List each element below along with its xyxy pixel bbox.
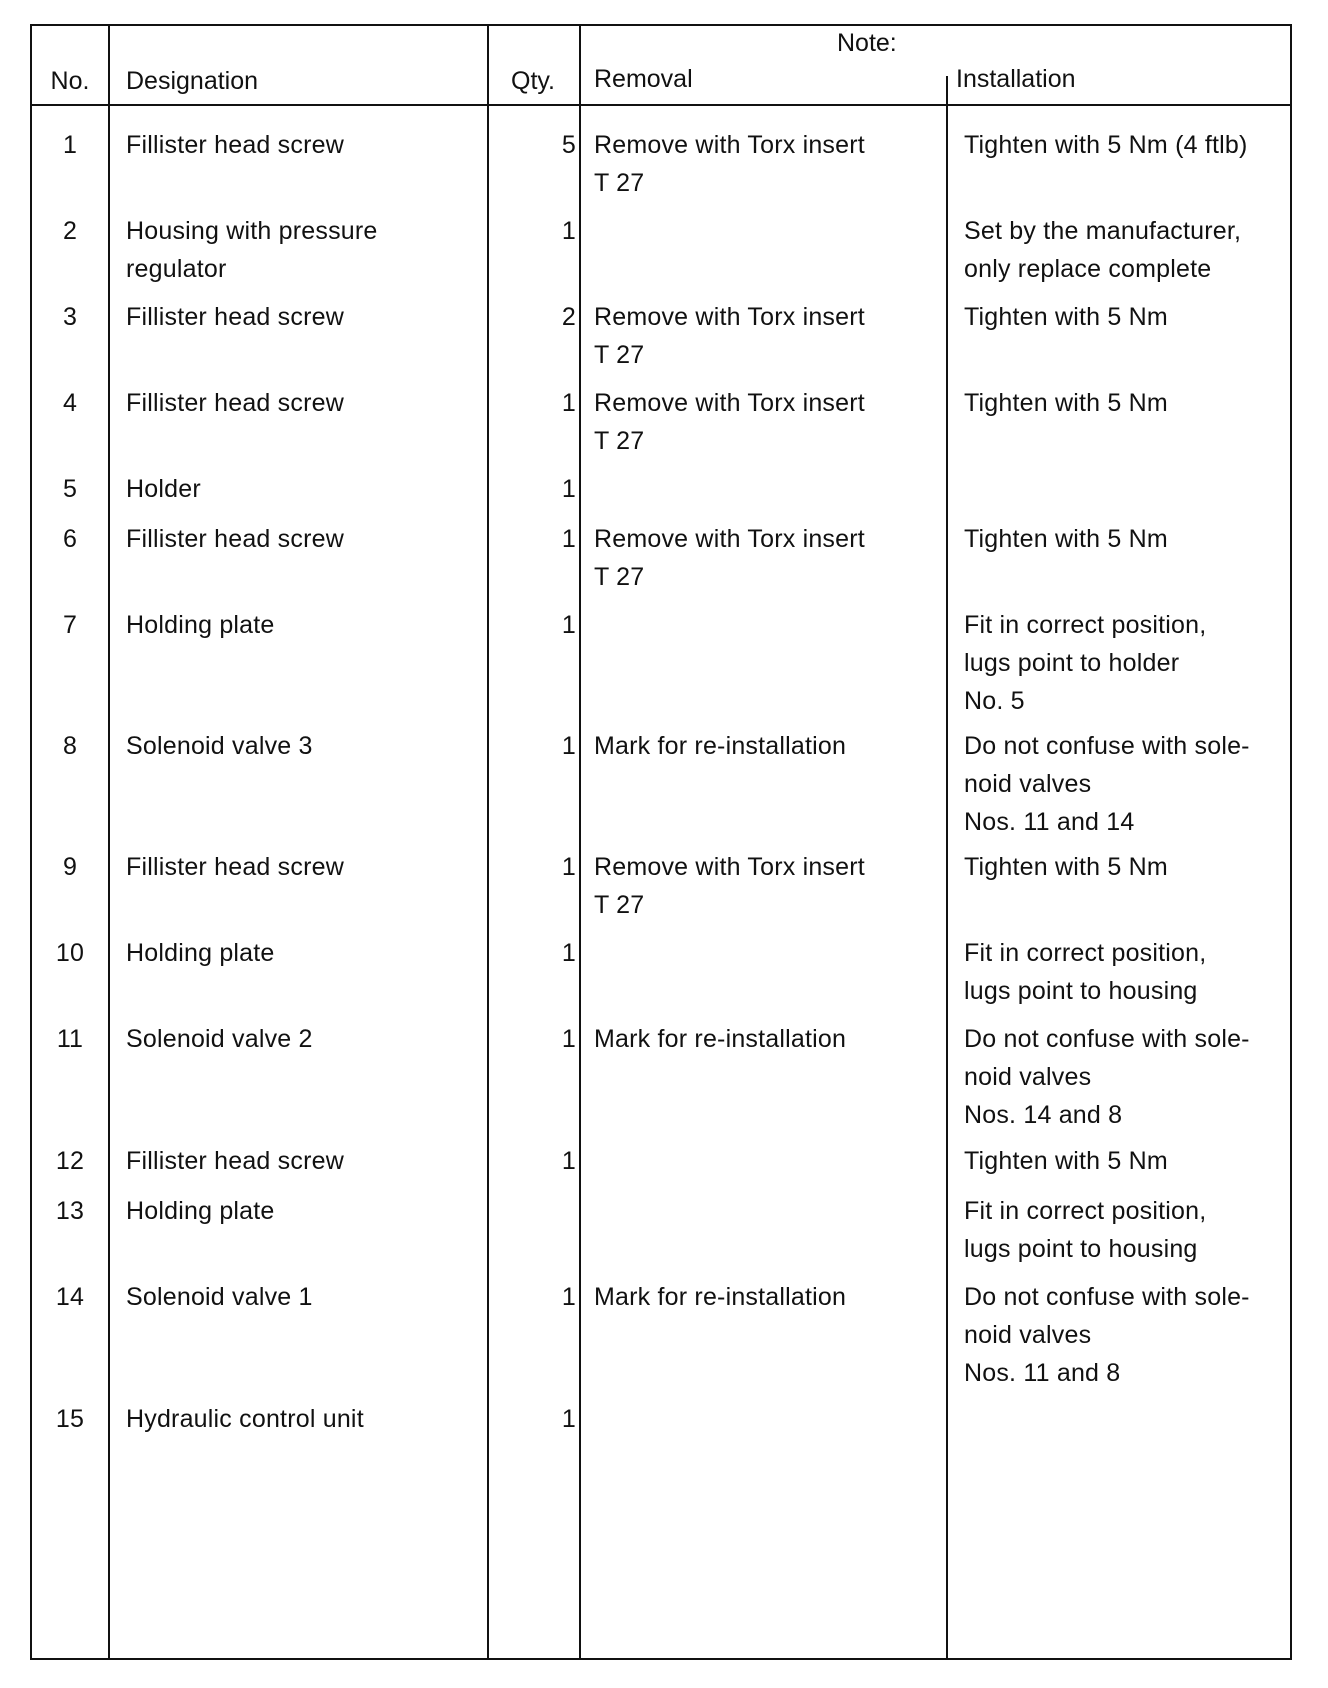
row-installation-note: Tighten with 5 Nm	[964, 1147, 1168, 1175]
row-qty: 1	[561, 525, 576, 553]
row-designation: Fillister head screw	[126, 1147, 344, 1175]
header-no: No.	[50, 67, 90, 95]
row-designation: Hydraulic control unit	[126, 1405, 364, 1433]
row-qty: 1	[561, 939, 576, 967]
row-number: 7	[62, 611, 78, 639]
column-divider	[108, 26, 110, 1658]
row-designation: Fillister head screw	[126, 303, 344, 331]
header-qty: Qty.	[511, 67, 555, 95]
row-designation: Housing with pressure regulator	[126, 217, 378, 283]
row-installation-note: Set by the manufacturer, only replace complete	[964, 217, 1242, 283]
row-designation: Holder	[126, 475, 201, 503]
row-removal-note: Mark for re-installation	[594, 1025, 847, 1053]
row-installation-note: Tighten with 5 Nm	[964, 389, 1168, 417]
row-qty: 1	[561, 1283, 576, 1311]
row-qty: 1	[561, 1147, 576, 1175]
row-installation-note: Fit in correct position, lugs point to housing	[964, 939, 1207, 1005]
row-installation-note: Do not confuse with sole- noid valves Nos. 11 and 8	[964, 1283, 1250, 1387]
header-installation: Installation	[956, 65, 1076, 93]
row-installation-note: Tighten with 5 Nm	[964, 303, 1168, 331]
row-designation: Solenoid valve 2	[126, 1025, 313, 1053]
row-number: 10	[55, 939, 85, 967]
parts-table	[30, 24, 1292, 1660]
row-number: 8	[62, 732, 78, 760]
row-qty: 1	[561, 217, 576, 245]
row-number: 11	[56, 1025, 84, 1053]
row-installation-note: Tighten with 5 Nm	[964, 525, 1168, 553]
row-number: 1	[62, 131, 78, 159]
row-removal-note: Remove with Torx insert T 27	[594, 389, 865, 455]
header-removal: Removal	[594, 65, 693, 93]
row-number: 4	[62, 389, 78, 417]
row-designation: Fillister head screw	[126, 525, 344, 553]
row-installation-note: Do not confuse with sole- noid valves Nos. 11 and 14	[964, 732, 1250, 836]
row-designation: Holding plate	[126, 611, 275, 639]
row-number: 14	[55, 1283, 85, 1311]
row-number: 13	[55, 1197, 85, 1225]
row-removal-note: Mark for re-installation	[594, 1283, 847, 1311]
row-installation-note: Fit in correct position, lugs point to housing	[964, 1197, 1207, 1263]
row-installation-note: Tighten with 5 Nm	[964, 853, 1168, 881]
row-number: 9	[62, 853, 78, 881]
row-designation: Solenoid valve 3	[126, 732, 313, 760]
row-installation-note: Fit in correct position, lugs point to holder No. 5	[964, 611, 1207, 715]
row-designation: Holding plate	[126, 1197, 275, 1225]
row-number: 2	[62, 217, 78, 245]
row-installation-note: Tighten with 5 Nm (4 ftlb)	[964, 131, 1248, 159]
row-qty: 1	[561, 389, 576, 417]
header-note: Note:	[837, 29, 897, 57]
row-removal-note: Remove with Torx insert T 27	[594, 131, 865, 197]
row-number: 6	[62, 525, 78, 553]
row-number: 12	[55, 1147, 85, 1175]
row-qty: 1	[561, 1405, 576, 1433]
row-number: 15	[55, 1405, 85, 1433]
row-qty: 1	[561, 475, 576, 503]
row-designation: Fillister head screw	[126, 389, 344, 417]
row-designation: Holding plate	[126, 939, 275, 967]
row-number: 3	[62, 303, 78, 331]
row-designation: Solenoid valve 1	[126, 1283, 313, 1311]
row-qty: 1	[561, 853, 576, 881]
row-removal-note: Remove with Torx insert T 27	[594, 853, 865, 919]
row-designation: Fillister head screw	[126, 853, 344, 881]
row-qty: 1	[561, 1025, 576, 1053]
row-qty: 2	[561, 303, 576, 331]
row-qty: 5	[561, 131, 576, 159]
row-qty: 1	[561, 611, 576, 639]
row-removal-note: Remove with Torx insert T 27	[594, 525, 865, 591]
row-installation-note: Do not confuse with sole- noid valves Nos. 14 and 8	[964, 1025, 1250, 1129]
row-removal-note: Remove with Torx insert T 27	[594, 303, 865, 369]
column-divider	[579, 26, 581, 1658]
row-number: 5	[62, 475, 78, 503]
row-designation: Fillister head screw	[126, 131, 344, 159]
header-designation: Designation	[126, 67, 259, 95]
header-divider	[32, 104, 1290, 106]
row-removal-note: Mark for re-installation	[594, 732, 847, 760]
row-qty: 1	[561, 732, 576, 760]
